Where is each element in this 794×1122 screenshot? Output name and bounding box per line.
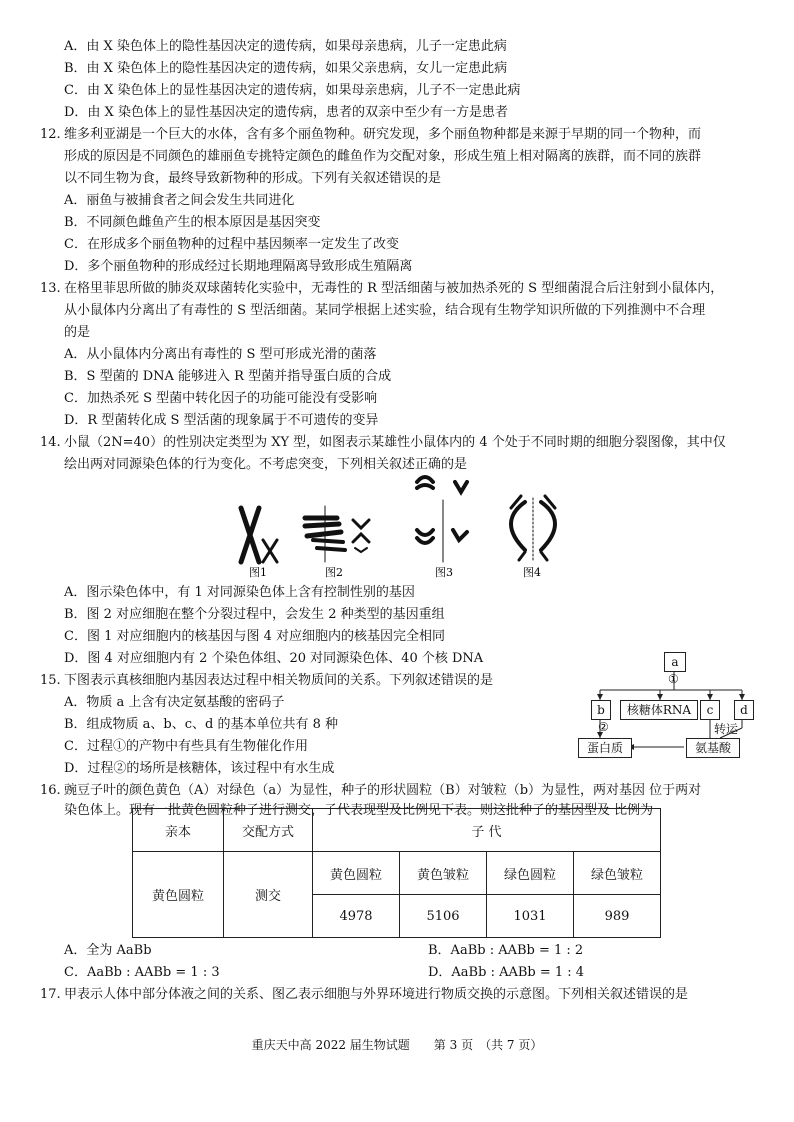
node-protein: 蛋白质 xyxy=(578,738,632,758)
transport-label: 转运 xyxy=(714,722,739,736)
q12-option-d: D．多个丽鱼物种的形成经过长期地理隔离导致形成生殖隔离 xyxy=(64,259,413,274)
q13-option-b: B．S 型菌的 DNA 能够进入 R 型菌并指导蛋白质的合成 xyxy=(64,369,392,384)
q14-stem-line2: 绘出两对同源染色体的行为变化。不考虑突变，下列相关叙述正确的是 xyxy=(64,457,468,472)
node-b: b xyxy=(591,700,611,720)
header-offspring: 子 代 xyxy=(313,809,661,852)
q14-option-b: B．图 2 对应细胞在整个分裂过程中，会发生 2 种类型的基因重组 xyxy=(64,607,445,622)
q12-number: 12. xyxy=(40,127,61,142)
q16-option-d: D．AaBb : AABb = 1 : 4 xyxy=(428,965,585,980)
q14-option-d: D．图 4 对应细胞内有 2 个染色体组、20 对同源染色体、40 个核 DNA xyxy=(64,651,484,666)
q16-number: 16. xyxy=(40,783,61,798)
cell-division-figure xyxy=(225,470,575,580)
process-1-label: ① xyxy=(668,672,679,686)
fig2-chromosomes xyxy=(305,506,369,562)
q11-option-c: C．由 X 染色体上的显性基因决定的遗传病，如果母亲患病，儿子不一定患此病 xyxy=(64,83,521,98)
q11-option-a: A．由 X 染色体上的隐性基因决定的遗传病，如果母亲患病，儿子一定患此病 xyxy=(64,39,507,54)
q12-stem-line2: 形成的原因是不同颜色的雄丽鱼专挑特定颜色的雌鱼作为交配对象，形成生殖上相对隔离的族群，而不同的族群 xyxy=(64,149,702,164)
q13-option-c: C．加热杀死 S 型菌中转化因子的功能可能没有受影响 xyxy=(64,391,378,406)
q12-stem-line3: 以不同生物为食，最终导致新物种的形成。下列有关叙述错误的是 xyxy=(64,171,442,186)
q13-option-a: A．从小鼠体内分离出有毒性的 S 型可形成光滑的菌落 xyxy=(64,347,377,362)
sub-header-yellow-wrinkled: 黄色皱粒 xyxy=(400,852,487,895)
fig4-label: 图4 xyxy=(523,566,541,579)
q13-stem-line2: 从小鼠体内分离出了有毒性的 S 型活细菌。某同学根据上述实验，结合现有生物学知识所做的下列推测中不合理 xyxy=(64,303,706,318)
q17-stem: 甲表示人体中部分体液之间的关系、图乙表示细胞与外界环境进行物质交换的示意图。下列相关叙述错误的是 xyxy=(64,987,689,1002)
header-cross-type: 交配方式 xyxy=(224,809,313,852)
value-yellow-wrinkled: 5106 xyxy=(400,895,487,938)
q14-option-c: C．图 1 对应细胞内的核基因与图 4 对应细胞内的核基因完全相同 xyxy=(64,629,446,644)
q15-option-d: D．过程②的场所是核糖体，该过程中有水生成 xyxy=(64,761,335,776)
q13-stem-line3: 的是 xyxy=(64,325,91,340)
q12-option-b: B．不同颜色雌鱼产生的根本原因是基因突变 xyxy=(64,215,321,230)
fig3-chromosomes xyxy=(417,477,467,562)
q13-option-d: D．R 型菌转化成 S 型活菌的现象属于不可遗传的变异 xyxy=(64,413,379,428)
page-footer: 重庆天中高 2022 届生物试题 第 3 页 （共 7 页） xyxy=(251,1038,543,1052)
q14-stem-line1: 小鼠（2N=40）的性别决定类型为 XY 型，如图表示某雄性小鼠体内的 4 个处于不同时期的细胞分裂图像，其中仅 xyxy=(64,435,726,450)
node-ribosomal-rna: 核糖体RNA xyxy=(620,700,698,720)
q12-stem-line1: 维多利亚湖是一个巨大的水体，含有多个丽鱼物种。研究发现，多个丽鱼物种都是来源于早期的同一个物种，而 xyxy=(64,127,702,142)
node-amino-acid: 氨基酸 xyxy=(686,738,740,758)
q11-option-d: D．由 X 染色体上的显性基因决定的遗传病，患者的双亲中至少有一方是患者 xyxy=(64,105,508,120)
value-yellow-round: 4978 xyxy=(313,895,400,938)
q13-number: 13. xyxy=(40,281,61,296)
sub-header-green-round: 绿色圆粒 xyxy=(487,852,574,895)
node-d: d xyxy=(734,700,754,720)
q16-stem-line2: 染色体上。现有一批黄色圆粒种子进行测交，子代表现型及比例见下表。则这批种子的基因型及 比例为 xyxy=(64,803,654,818)
fig1-label: 图1 xyxy=(249,566,267,579)
node-c: c xyxy=(700,700,720,720)
value-green-wrinkled: 989 xyxy=(574,895,661,938)
q17-number: 17. xyxy=(40,987,61,1002)
q15-option-b: B．组成物质 a、b、c、d 的基本单位共有 8 种 xyxy=(64,717,339,732)
sub-header-green-wrinkled: 绿色皱粒 xyxy=(574,852,661,895)
header-parent: 亲本 xyxy=(133,809,224,852)
fig4-chromosomes xyxy=(511,496,555,562)
q16-option-a: A．全为 AaBb xyxy=(64,943,152,958)
q12-option-c: C．在形成多个丽鱼物种的过程中基因频率一定发生了改变 xyxy=(64,237,399,252)
q15-stem: 下图表示真核细胞内基因表达过程中相关物质间的关系。下列叙述错误的是 xyxy=(64,673,494,688)
q15-option-a: A．物质 a 上含有决定氨基酸的密码子 xyxy=(64,695,285,710)
q16-option-b: B．AaBb : AABb = 1 : 2 xyxy=(428,943,584,958)
q14-number: 14. xyxy=(40,435,61,450)
fig2-label: 图2 xyxy=(325,566,343,579)
fig1-chromosomes xyxy=(241,508,277,562)
node-a: a xyxy=(664,652,686,672)
q15-number: 15. xyxy=(40,673,61,688)
testcross-table xyxy=(132,808,661,938)
value-green-round: 1031 xyxy=(487,895,574,938)
q15-option-c: C．过程①的产物中有些具有生物催化作用 xyxy=(64,739,308,754)
q14-option-a: A．图示染色体中，有 1 对同源染色体上含有控制性别的基因 xyxy=(64,585,415,600)
q11-option-b: B．由 X 染色体上的隐性基因决定的遗传病，如果父亲患病，女儿一定患此病 xyxy=(64,61,508,76)
cell-parent: 黄色圆粒 xyxy=(133,852,224,938)
q13-stem-line1: 在格里菲思所做的肺炎双球菌转化实验中，无毒性的 R 型活细菌与被加热杀死的 S 型细菌混合后注射到小鼠体内， xyxy=(64,281,724,296)
q16-stem-line1: 豌豆子叶的颜色黄色（A）对绿色（a）为显性，种子的形状圆粒（B）对皱粒（b）为显性，两对基因 位于两对 xyxy=(64,783,702,798)
q16-option-c: C．AaBb : AABb = 1 : 3 xyxy=(64,965,220,980)
sub-header-yellow-round: 黄色圆粒 xyxy=(313,852,400,895)
cell-cross-type: 测交 xyxy=(224,852,313,938)
fig3-label: 图3 xyxy=(435,566,453,579)
q12-option-a: A．丽鱼与被捕食者之间会发生共同进化 xyxy=(64,193,295,208)
process-2-label: ② xyxy=(598,720,609,734)
